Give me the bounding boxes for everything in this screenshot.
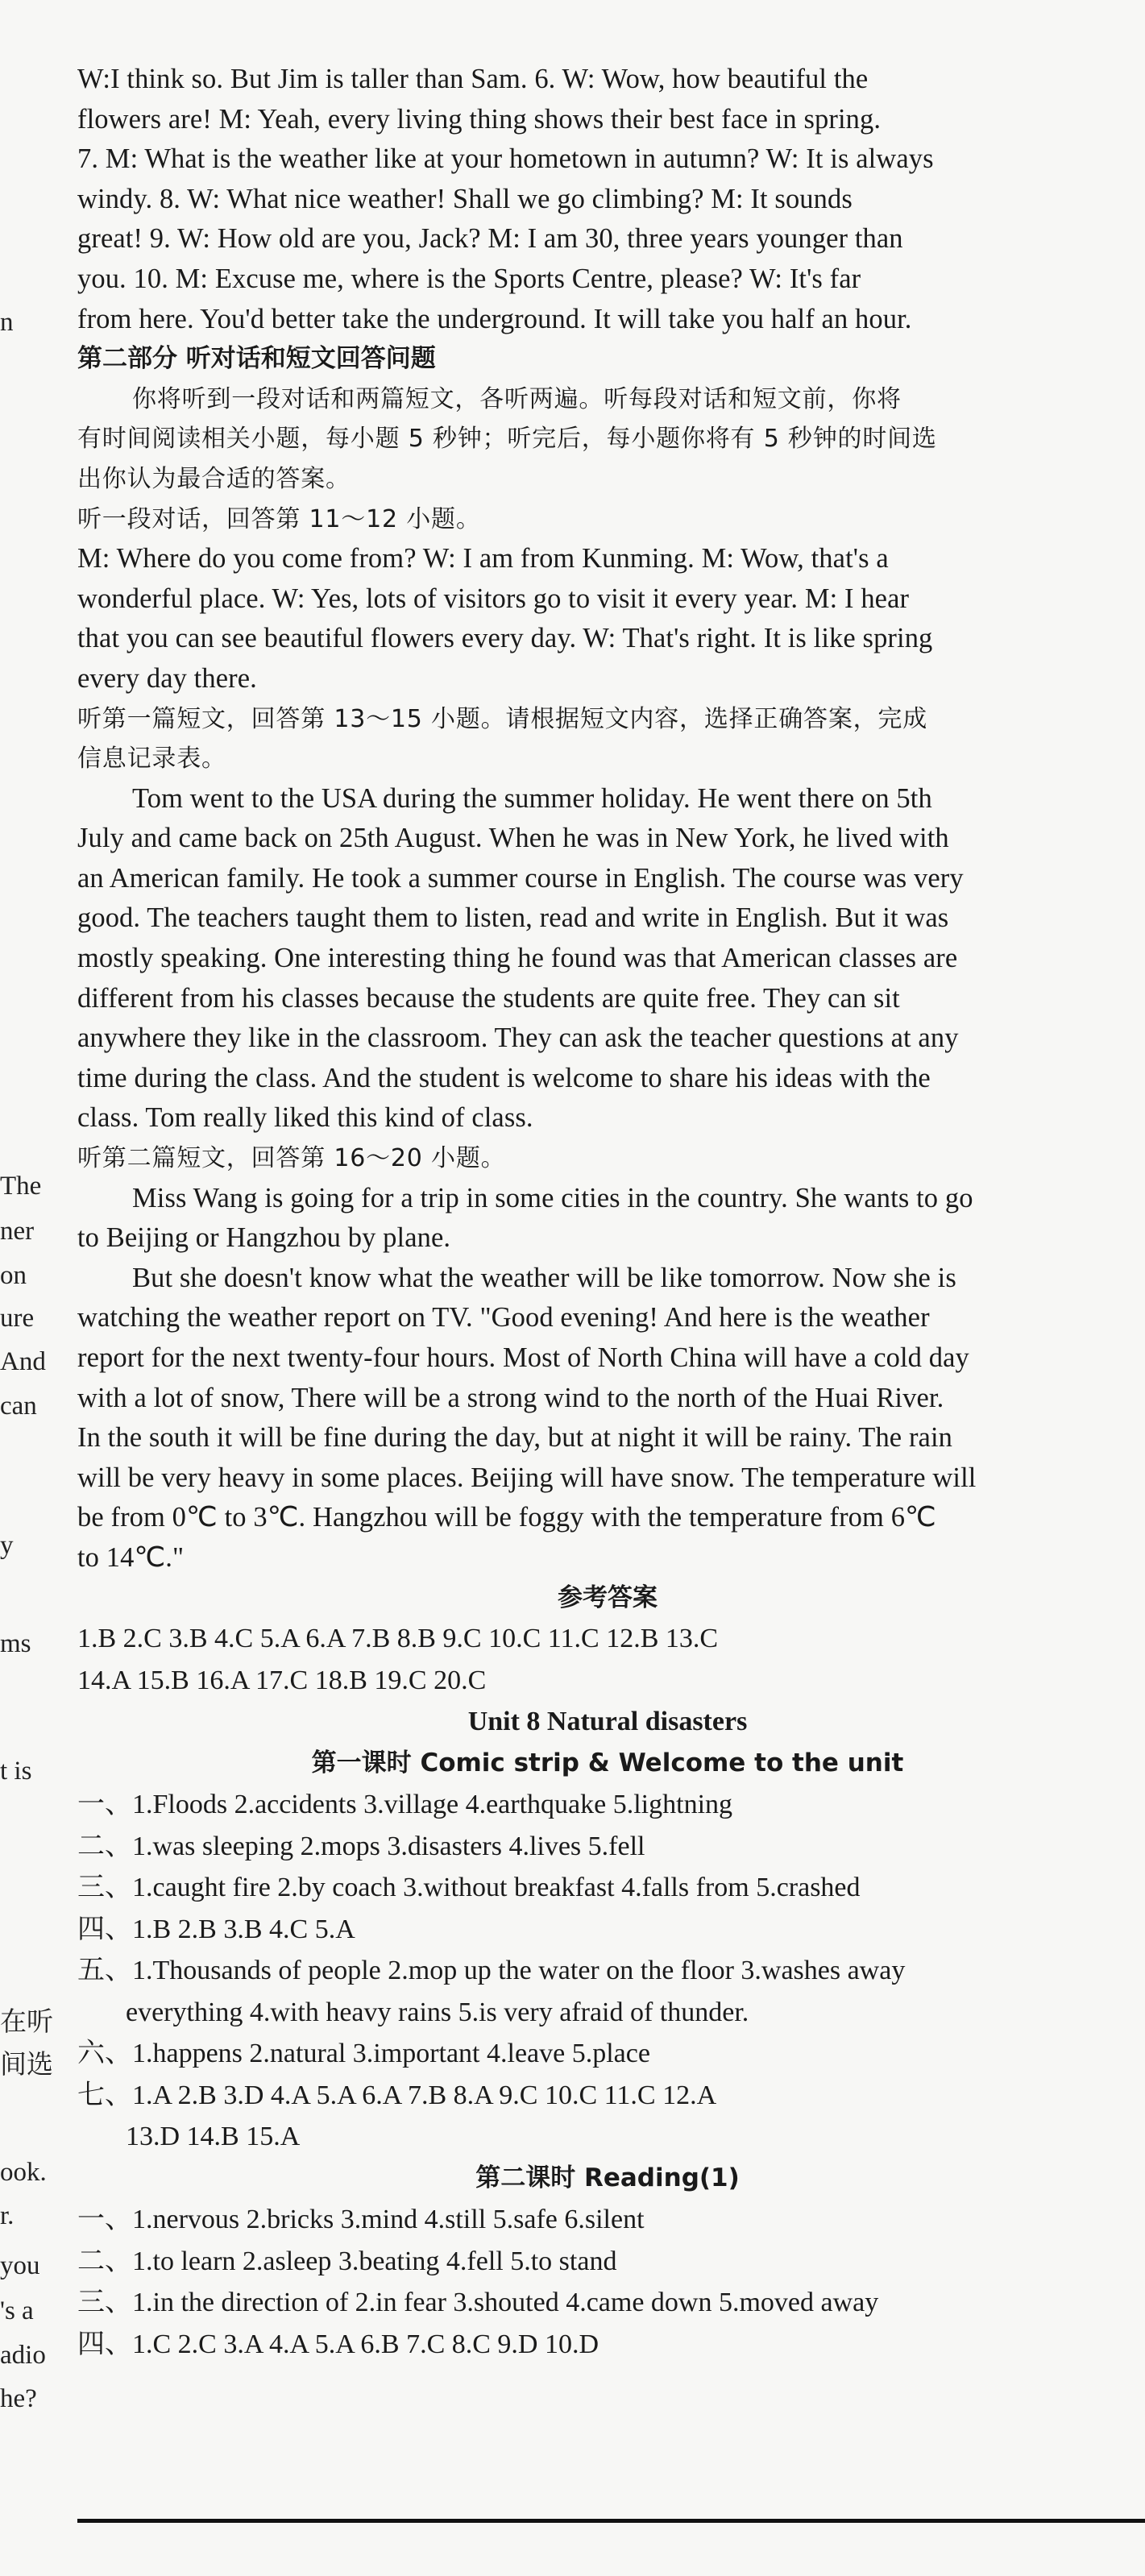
- passage-line: good. The teachers taught them to listen, read and write in English. But it was: [77, 902, 949, 934]
- instruction-line: 你将听到一段对话和两篇短文，各听两遍。听每段对话和短文前，你将: [132, 384, 902, 413]
- passage-label: 信息记录表。: [77, 745, 226, 774]
- lesson-title: 第二课时 Reading(1): [475, 2163, 740, 2192]
- bottom-rule: [77, 2519, 1145, 2523]
- passage-line: Miss Wang is going for a trip in some cities in the country. She wants to go: [132, 1182, 973, 1213]
- margin-fragment: ook.: [0, 2158, 47, 2187]
- text-line: W:I think so. But Jim is taller than Sam. 6. W: Wow, how beautiful the: [77, 64, 869, 94]
- dialog-line: M: Where do you come from? W: I am from Kunming. M: Wow, that's a: [77, 543, 889, 575]
- passage-line: In the south it will be fine during the day, but at night it will be rainy. The rain: [77, 1422, 952, 1454]
- dialog-line: that you can see beautiful flowers every day. W: That's right. It is like spring: [77, 623, 933, 654]
- margin-fragment: n: [0, 308, 14, 337]
- unit-section: [77, 1701, 1138, 2365]
- margin-fragment: r.: [0, 2201, 15, 2230]
- exercise-row: 一、1.nervous 2.bricks 3.mind 4.still 5.safe 6.silent: [77, 2205, 645, 2235]
- exercise-row: 七、1.A 2.B 3.D 4.A 5.A 6.A 7.B 8.A 9.C 10.C 11.C 12.A: [77, 2080, 717, 2110]
- answer-row: 14.A 15.B 16.A 17.C 18.B 19.C 20.C: [77, 1665, 487, 1695]
- margin-fragment: y: [0, 1531, 14, 1560]
- exercise-row: 一、1.Floods 2.accidents 3.village 4.earthquake 5.lightning: [77, 1790, 733, 1820]
- text-line: flowers are! M: Yeah, every living thing shows their best face in spring.: [77, 103, 882, 135]
- answer-row: 1.B 2.C 3.B 4.C 5.A 6.A 7.B 8.B 9.C 10.C 11.C 12.B 13.C: [77, 1624, 719, 1654]
- instruction-line: 有时间阅读相关小题，每小题 5 秒钟；听完后，每小题你将有 5 秒钟的时间选: [77, 425, 937, 454]
- margin-fragment: he?: [0, 2384, 37, 2413]
- passage-label: 听第一篇短文，回答第 13～15 小题。请根据短文内容，选择正确答案，完成: [77, 704, 928, 733]
- passage-line: different from his classes because the students are quite free. They can sit: [77, 982, 900, 1014]
- margin-fragment: 在听: [0, 2008, 53, 2037]
- exercise-row: 三、1.in the direction of 2.in fear 3.shouted 4.came down 5.moved away: [77, 2288, 879, 2318]
- passage-line: anywhere they like in the classroom. They can ask the teacher questions at any: [77, 1023, 959, 1054]
- exercise-row: 13.D 14.B 15.A: [126, 2122, 301, 2152]
- margin-fragment: 's a: [0, 2296, 34, 2325]
- passage-line: watching the weather report on TV. "Good evening! And here is the weather: [77, 1302, 930, 1334]
- main-content: [77, 64, 1138, 2365]
- text-line: from here. You'd better take the underground. It will take you half an hour.: [77, 303, 912, 334]
- exercise-row: 四、1.B 2.B 3.B 4.C 5.A: [77, 1914, 355, 1944]
- margin-fragment: 间选: [0, 2051, 53, 2080]
- margin-fragment: adio: [0, 2341, 46, 2370]
- exercise-row: 二、1.to learn 2.asleep 3.beating 4.fell 5.to stand: [77, 2246, 617, 2276]
- passage-line: July and came back on 25th August. When he was in New York, he lived with: [77, 823, 949, 854]
- margin-fragment: The: [0, 1172, 42, 1201]
- left-margin-fragments: [0, 0, 64, 2576]
- text-line: you. 10. M: Excuse me, where is the Sports Centre, please? W: It's far: [77, 263, 861, 294]
- passage-label: 听第二篇短文，回答第 16～20 小题。: [77, 1144, 506, 1173]
- exercise-row: 四、1.C 2.C 3.A 4.A 5.A 6.B 7.C 8.C 9.D 10.D: [77, 2329, 599, 2359]
- passage-line: But she doesn't know what the weather will be like tomorrow. Now she is: [132, 1262, 956, 1293]
- passage-line: time during the class. And the student is welcome to share his ideas with the: [77, 1062, 931, 1093]
- margin-fragment: ms: [0, 1629, 31, 1658]
- answer-key-section: [77, 1578, 1138, 1702]
- passage-line: to Beijing or Hangzhou by plane.: [77, 1222, 451, 1254]
- dialog-label: 听一段对话，回答第 11～12 小题。: [77, 504, 481, 533]
- passage-line: report for the next twenty-four hours. Most of North China will have a cold day: [77, 1342, 969, 1373]
- passage-line: with a lot of snow, There will be a strong wind to the north of the Huai River.: [77, 1382, 944, 1413]
- part-two-section: [77, 339, 1138, 1578]
- passage-line: class. Tom really liked this kind of class.: [77, 1102, 533, 1134]
- margin-fragment: you: [0, 2251, 40, 2280]
- exercise-row: 六、1.happens 2.natural 3.important 4.leave 5.place: [77, 2039, 650, 2069]
- passage-line: be from 0℃ to 3℃. Hangzhou will be foggy with the temperature from 6℃: [77, 1502, 936, 1533]
- passage-line: will be very heavy in some places. Beijing will have snow. The temperature will: [77, 1462, 977, 1493]
- lesson-title: 第一课时 Comic strip & Welcome to the unit: [311, 1748, 904, 1777]
- passage-line: Tom went to the USA during the summer holiday. He went there on 5th: [132, 782, 932, 814]
- exercise-row: 三、1.caught fire 2.by coach 3.without breakfast 4.falls from 5.crashed: [77, 1873, 861, 1903]
- margin-fragment: ner: [0, 1217, 35, 1246]
- text-line: great! 9. W: How old are you, Jack? M: I am 30, three years younger than: [77, 223, 903, 255]
- answers-heading: 参考答案: [558, 1583, 658, 1612]
- section-heading: 第二部分 听对话和短文回答问题: [77, 344, 436, 374]
- listening-script: [77, 60, 1138, 339]
- margin-fragment: t is: [0, 1757, 32, 1786]
- exercise-row: 二、1.was sleeping 2.mops 3.disasters 4.lives 5.fell: [77, 1831, 645, 1861]
- margin-fragment: on: [0, 1261, 27, 1290]
- instruction-line: 出你认为最合适的答案。: [77, 464, 351, 493]
- exercise-row: 五、1.Thousands of people 2.mop up the water on the floor 3.washes away: [77, 1956, 906, 1986]
- dialog-line: wonderful place. W: Yes, lots of visitors go to visit it every year. M: I hear: [77, 583, 910, 614]
- passage-line: an American family. He took a summer course in English. The course was very: [77, 862, 964, 894]
- unit-title: Unit 8 Natural disasters: [467, 1707, 748, 1737]
- margin-fragment: can: [0, 1392, 37, 1421]
- exercise-row: everything 4.with heavy rains 5.is very afraid of thunder.: [126, 1997, 749, 2027]
- passage-line: to 14℃.": [77, 1541, 185, 1573]
- margin-fragment: ure: [0, 1304, 35, 1333]
- dialog-line: every day there.: [77, 662, 257, 694]
- passage-line: mostly speaking. One interesting thing he found was that American classes are: [77, 943, 958, 974]
- margin-fragment: And: [0, 1347, 46, 1376]
- text-line: windy. 8. W: What nice weather! Shall we go climbing? M: It sounds: [77, 183, 853, 214]
- text-line: 7. M: What is the weather like at your hometown in autumn? W: It is always: [77, 143, 934, 175]
